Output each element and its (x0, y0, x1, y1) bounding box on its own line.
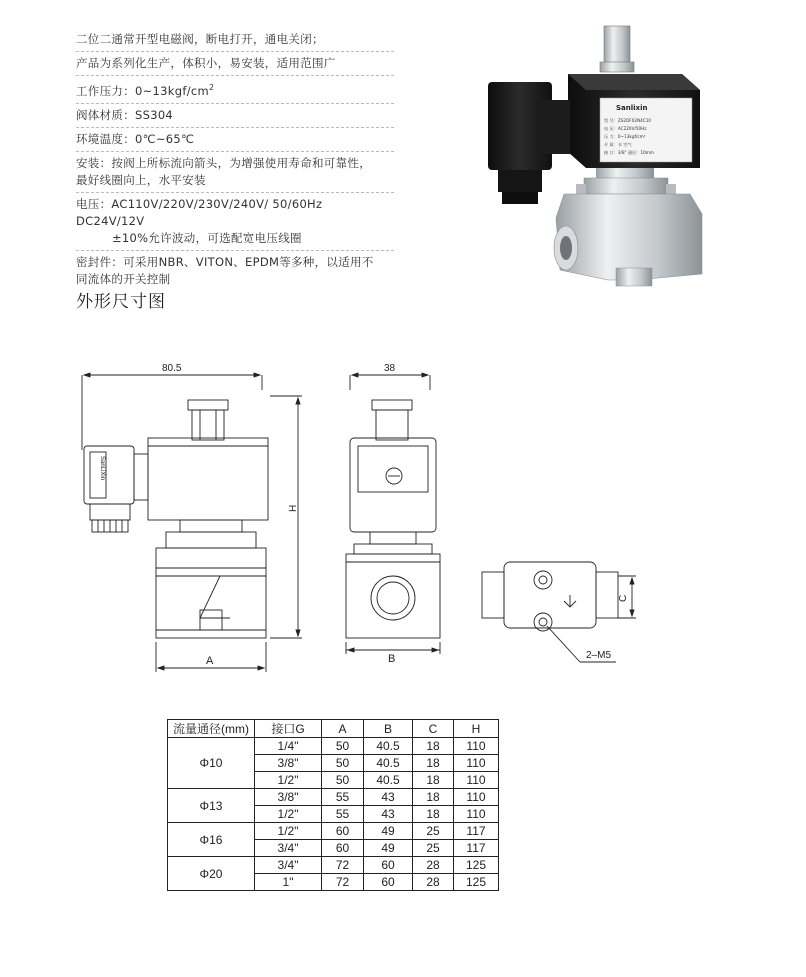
cell: 1/4" (255, 738, 322, 755)
cell: 110 (454, 738, 499, 755)
nameplate-line: 接 口：3/8" 通径：10mm (604, 150, 654, 155)
col-header: C (413, 720, 454, 738)
nameplate-line: 电 压：AC220V/50Hz (604, 126, 647, 131)
col-header: 流量通径(mm) (168, 720, 255, 738)
col-header: B (364, 720, 413, 738)
table-row (168, 738, 499, 755)
dimension-drawing (70, 350, 710, 680)
spec-item: 电压：AC110V/220V/230V/240V/ 50/60Hz DC24V/12V ±10%允许波动，可选配宽电压线圈 (76, 193, 394, 251)
cell: 55 (322, 806, 364, 823)
dim-a-label: A (206, 655, 214, 667)
table-row (168, 789, 499, 806)
spec-item: 产品为系列化生产，体积小，易安装，适用范围广 (76, 52, 394, 76)
cell: 18 (413, 806, 454, 823)
cell: 60 (322, 823, 364, 840)
cell: 50 (322, 738, 364, 755)
cell: 40.5 (364, 755, 413, 772)
cell: 1/2" (255, 806, 322, 823)
spec-item: 阀体材质：SS304 (76, 104, 394, 128)
col-header: H (454, 720, 499, 738)
spec-item: 工作压力：$0\sim 13kgf/cm^2$ (76, 76, 394, 104)
cell: 3/4" (255, 840, 322, 857)
cell: 60 (322, 840, 364, 857)
cell: 117 (454, 823, 499, 840)
cell: 1/2" (255, 772, 322, 789)
cell: 110 (454, 772, 499, 789)
size-cell: Φ10 (168, 738, 255, 789)
dimension-table (167, 719, 499, 891)
cell: 49 (364, 823, 413, 840)
cell: 49 (364, 840, 413, 857)
section-title: 外形尺寸图 (76, 292, 166, 312)
cell: 25 (413, 840, 454, 857)
size-cell: Φ16 (168, 823, 255, 857)
cell: 1/2" (255, 823, 322, 840)
cell: 110 (454, 755, 499, 772)
cell: 18 (413, 789, 454, 806)
table-header-row (168, 720, 499, 738)
spec-list (76, 28, 394, 291)
cell: 60 (364, 857, 413, 874)
coil-brand-label: SanLiXin (99, 456, 105, 481)
cell: 3/8" (255, 755, 322, 772)
cell: 125 (454, 857, 499, 874)
size-cell: Φ20 (168, 857, 255, 891)
cell: 50 (322, 772, 364, 789)
cell: 43 (364, 806, 413, 823)
cell: 18 (413, 755, 454, 772)
cell: 25 (413, 823, 454, 840)
cell: 3/4" (255, 857, 322, 874)
cell: 50 (322, 755, 364, 772)
cell: 40.5 (364, 772, 413, 789)
cell: 28 (413, 857, 454, 874)
cell: 1" (255, 874, 322, 891)
nameplate-line: 压 力：0~13kgf/cm² (604, 134, 646, 139)
photo-brand: Sanlixin (616, 104, 648, 112)
table-row (168, 857, 499, 874)
cell: 40.5 (364, 738, 413, 755)
nameplate-line: 介 质：水 空气 (604, 142, 632, 147)
cell: 3/8" (255, 789, 322, 806)
cell: 55 (322, 789, 364, 806)
cell: 60 (364, 874, 413, 891)
spec-item: 环境温度：0℃~65℃ (76, 128, 394, 152)
table-row (168, 823, 499, 840)
size-cell: Φ13 (168, 789, 255, 823)
screw-label: 2–M5 (586, 650, 612, 661)
cell: 18 (413, 738, 454, 755)
cell: 72 (322, 874, 364, 891)
cell: 110 (454, 806, 499, 823)
spec-item: 二位二通常开型电磁阀，断电打开，通电关闭； (76, 28, 394, 52)
spec-item: 安装：按阀上所标流向箭头，为增强使用寿命和可靠性， 最好线圈向上，水平安装 (76, 152, 394, 193)
col-header: A (322, 720, 364, 738)
cell: 18 (413, 772, 454, 789)
nameplate-line: 型 号：ZS2DF02N4C10 (604, 118, 652, 123)
cell: 110 (454, 789, 499, 806)
cell: 43 (364, 789, 413, 806)
dim-c-label: C (618, 594, 629, 602)
cell: 72 (322, 857, 364, 874)
cell: 28 (413, 874, 454, 891)
cell: 125 (454, 874, 499, 891)
cell: 117 (454, 840, 499, 857)
dim-b-label: B (388, 653, 396, 665)
spec-item: 密封件：可采用NBR、VITON、EPDM等多种，以适用不 同流体的开关控制 (76, 254, 374, 286)
dim-h-label: H (288, 504, 299, 512)
col-header: 接口G (255, 720, 322, 738)
dim-width-label: 80.5 (162, 363, 182, 374)
dim-depth-label: 38 (384, 363, 396, 374)
product-photo (476, 18, 716, 296)
